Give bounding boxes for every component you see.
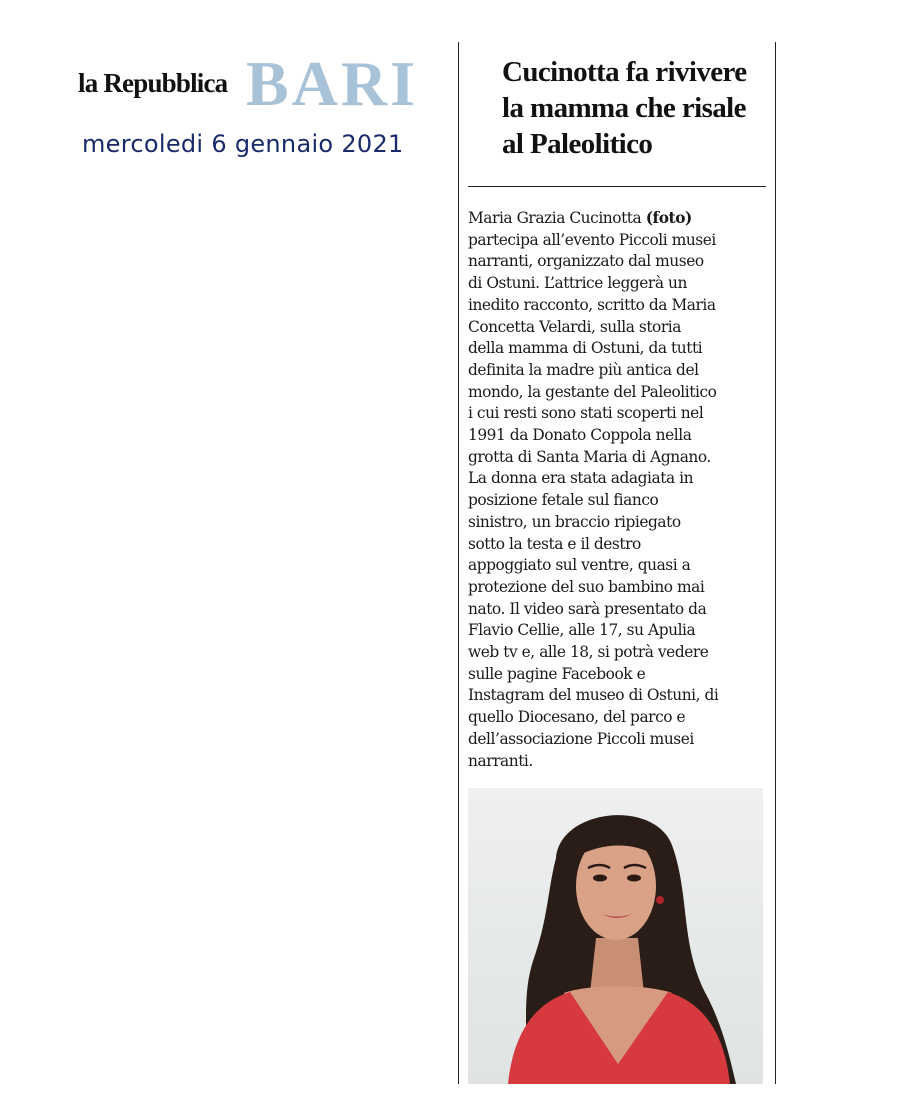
body-line: sotto la testa e il destro <box>468 534 641 553</box>
body-line: i cui resti sono stati scoperti nel <box>468 404 704 423</box>
body-line: dell’associazione Piccoli musei <box>468 729 694 748</box>
body-line: di Ostuni. L’attrice leggerà un <box>468 274 687 293</box>
body-line: Flavio Cellie, alle 17, su Apulia <box>468 621 696 640</box>
body-line: sulle pagine Facebook e <box>468 664 646 683</box>
neck-shape <box>590 938 644 993</box>
headline-line: la mamma che risale <box>502 92 746 124</box>
headline-divider <box>468 186 766 187</box>
body-line <box>468 208 768 230</box>
column-rule-right <box>775 42 776 1084</box>
body-lines <box>468 230 768 773</box>
body-line: definita la madre più antica del <box>468 360 699 379</box>
body-line: sinistro, un braccio ripiegato <box>468 512 681 531</box>
body-line: narranti, organizzato dal museo <box>468 252 704 271</box>
body-line: della mamma di Ostuni, da tutti <box>468 339 703 358</box>
body-line: partecipa all’evento Piccoli musei <box>468 230 716 249</box>
body-line: mondo, la gestante del Paleolitico <box>468 382 717 401</box>
body-line: Instagram del museo di Ostuni, di <box>468 686 719 705</box>
body-line: 1991 da Donato Coppola nella <box>468 426 692 445</box>
newspaper-logo: la Repubblica <box>78 68 228 98</box>
body-line: nato. Il video sarà presentato da <box>468 599 707 618</box>
body-line: appoggiato sul ventre, quasi a <box>468 556 691 575</box>
headline-line: Cucinotta fa rivivere <box>502 56 747 88</box>
body-line: posizione fetale sul fianco <box>468 491 659 510</box>
publication-date: mercoledi 6 gennaio 2021 <box>82 130 404 158</box>
body-line: narranti. <box>468 751 533 770</box>
masthead <box>78 48 428 119</box>
body-lead: Maria Grazia Cucinotta <box>468 209 646 227</box>
eye-right <box>627 875 641 882</box>
earring <box>656 896 664 904</box>
article-headline <box>502 54 772 162</box>
headline-line: al Paleolitico <box>502 128 653 160</box>
body-line: protezione del suo bambino mai <box>468 577 705 596</box>
article-body <box>468 208 768 772</box>
edition-city: BARI <box>246 48 419 119</box>
eye-left <box>593 875 607 882</box>
body-line: web tv e, alle 18, si potrà vedere <box>468 643 709 662</box>
body-line: La donna era stata adagiata in <box>468 469 694 488</box>
body-line: Concetta Velardi, sulla storia <box>468 317 681 336</box>
article-photo <box>468 788 763 1084</box>
column-rule-left <box>458 42 459 1084</box>
photo-credit-marker: (foto) <box>645 209 692 227</box>
body-line: grotta di Santa Maria di Agnano. <box>468 447 711 466</box>
body-line: inedito racconto, scritto da Maria <box>468 295 716 314</box>
portrait-illustration <box>468 788 763 1084</box>
body-line: quello Diocesano, del parco e <box>468 708 686 727</box>
